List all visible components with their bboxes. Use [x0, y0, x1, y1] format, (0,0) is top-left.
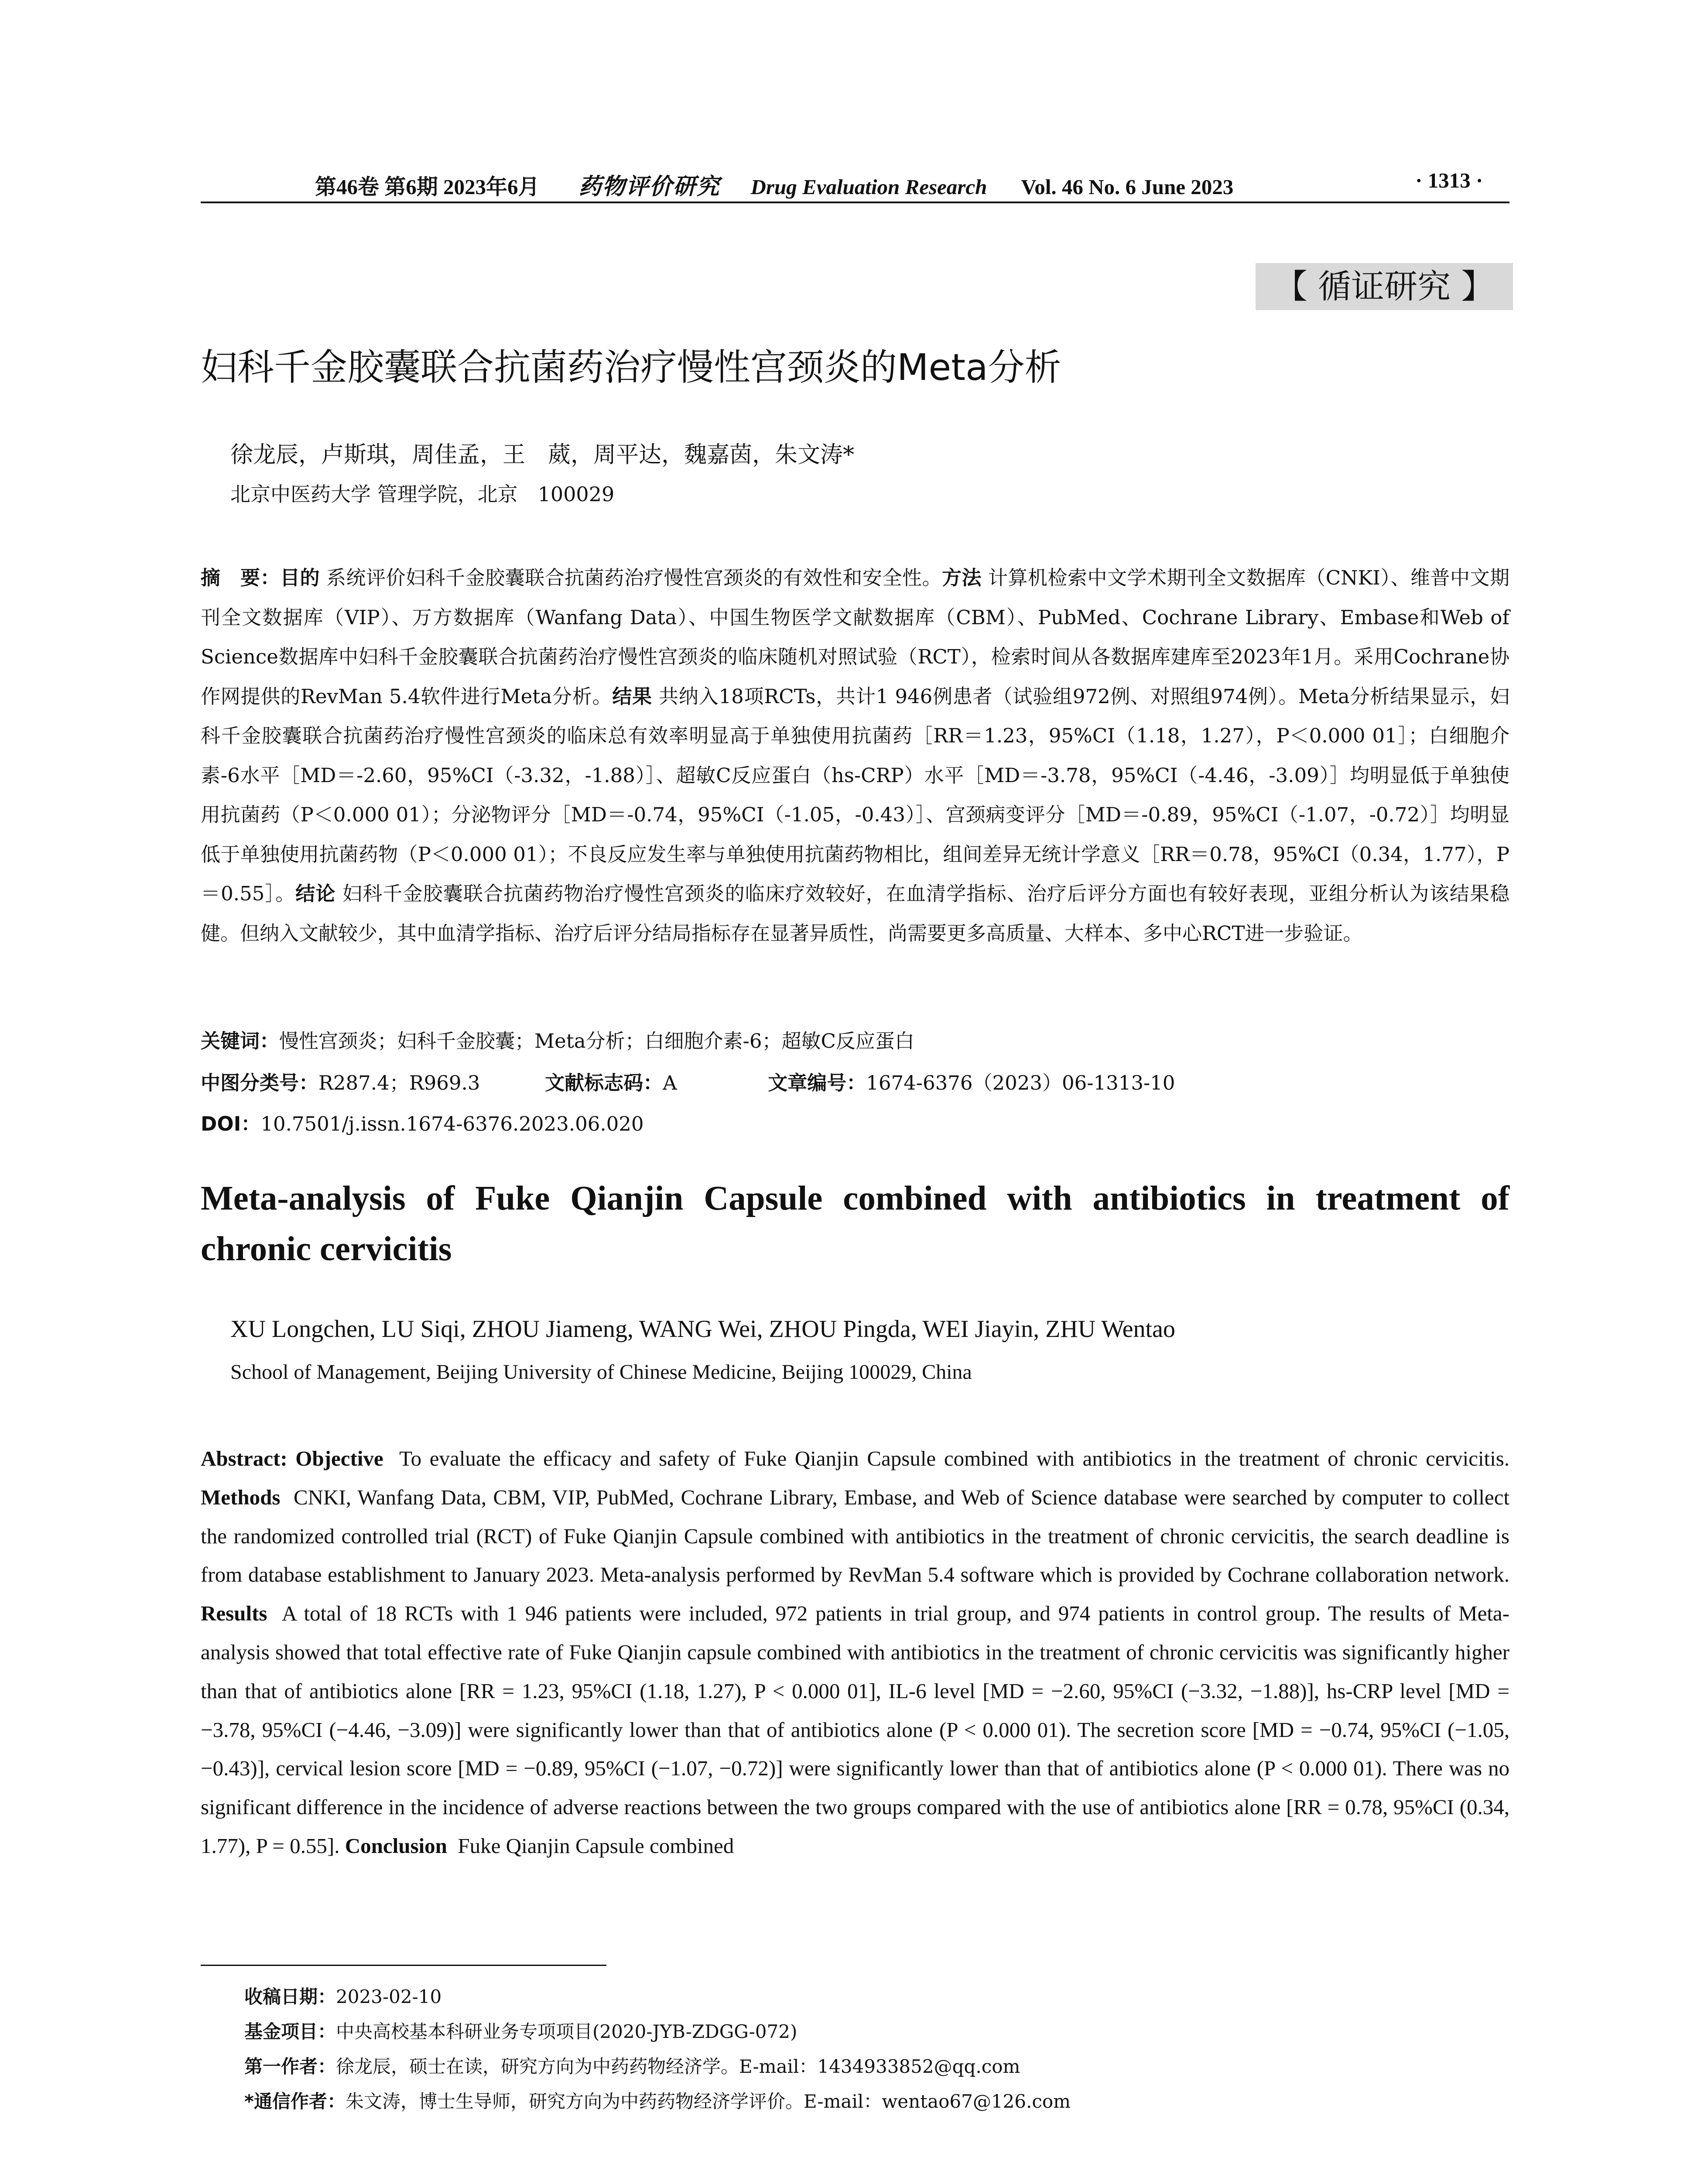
authors-cn: 徐龙辰，卢斯琪，周佳孟，王 葳，周平达，魏嘉茵，朱文涛* [230, 442, 855, 468]
objective-en: To evaluate the efficacy and safety of Fuke Qianjin Capsule combined with antibiotics in the treatment of chronic cervicitis. [399, 1446, 1509, 1470]
title-cn: 妇科千金胶囊联合抗菌药治疗慢性宫颈炎的Meta分析 [201, 346, 1061, 389]
authors-en: XU Longchen, LU Siqi, ZHOU Jiameng, WANG Wei, ZHOU Pingda, WEI Jiayin, ZHU Wentao [230, 1316, 1175, 1343]
footnote-received-text: 2023-02-10 [336, 1986, 442, 2007]
footnote-corresponding-author-text: 朱文涛，博士生导师，研究方向为中药药物经济学评价。E-mail：wentao67@126.com [345, 2091, 1071, 2112]
footnote-received [244, 1983, 442, 2009]
footnote-received-label: 收稿日期： [244, 1986, 336, 2007]
doc-code-value: A [663, 1071, 677, 1094]
conclusion-en-label: Conclusion [345, 1833, 447, 1858]
abstract-cn-label: 摘 要： [201, 566, 281, 589]
methods-cn-label: 方法 [941, 566, 982, 589]
classification-line [201, 1067, 1175, 1095]
methods-cn: 计算机检索中文学术期刊全文数据库（CNKI）、维普中文期刊全文数据库（VIP）、万方数据库（Wanfang Data）、中国生物医学文献数据库（CBM）、PubMed、Cochrane Library、Embase和Web of Science数据库中妇科千金胶囊联合抗菌药治疗慢性宫颈炎的临床随机对照试验（RCT），检索时间从各数据库建库至2023年1月。采用Cochrane协作网提供的RevMan 5.4软件进行Meta分析。 [201, 566, 1509, 708]
doc-code-label: 文献标志码： [545, 1071, 663, 1094]
journal-logo-cn: 药物评价研究 [578, 174, 720, 199]
footnote-first-author [244, 2052, 1020, 2078]
footnote-first-author-label: 第一作者： [244, 2056, 336, 2077]
abstract-en [201, 1439, 1509, 1866]
footnote-first-author-text: 徐龙辰，硕士在读，研究方向为中药药物经济学。E-mail：1434933852@qq.com [336, 2056, 1020, 2077]
results-cn: 共纳入18项RCTs，共计1 946例患者（试验组972例、对照组974例）。Meta分析结果显示，妇科千金胶囊联合抗菌药治疗慢性宫颈炎的临床总有效率明显高于单独使用抗菌药［RR＝1.23，95%CI（1.18，1.27），P＜0.000 01］；白细胞介素-6水平［MD＝-2.60，95%CI（-3.32，-1.88）］、超敏C反应蛋白（hs-CRP）水平［MD＝-3.78，95%CI（-4.46，-3.09）］均明显低于单独使用抗菌药（P＜0.000 01）；分泌物评分［MD＝-0.74，95%CI（-1.05，-0.43）］、宫颈病变评分［MD＝-0.89，95%CI（-1.07，-0.72）］均明显低于单独使用抗菌药物（P＜0.000 01）；不良反应发生率与单独使用抗菌药物相比，组间差异无统计学意义［RR＝0.78，95%CI（0.34，1.77），P＝0.55］。 [201, 684, 1509, 905]
issue-info-en: Vol. 46 No. 6 June 2023 [1021, 175, 1234, 199]
conclusion-cn: 妇科千金胶囊联合抗菌药物治疗慢性宫颈炎的临床疗效较好，在血清学指标、治疗后评分方面也有较好表现，亚组分析认为该结果稳健。但纳入文献较少，其中血清学指标、治疗后评分结局指标存在显著异质性，尚需要更多高质量、大样本、多中心RCT进一步验证。 [201, 882, 1509, 945]
keywords-cn [201, 1025, 914, 1053]
methods-en: CNKI, Wanfang Data, CBM, VIP, PubMed, Cochrane Library, Embase, and Web of Science database were searched by computer to collect the randomized controlled trial (RCT) of Fuke Qianjin Capsule combined with antibiotics in the treatment of chronic cervicitis, the search deadline is from database establishment to January 2023. Meta-analysis performed by RevMan 5.4 software which is provided by Cochrane collaboration network. [201, 1485, 1510, 1587]
keywords-cn-label: 关键词： [201, 1029, 280, 1053]
doi-label: DOI： [201, 1112, 261, 1135]
objective-cn-label: 目的 [280, 566, 320, 589]
conclusion-en: Fuke Qianjin Capsule combined [458, 1833, 734, 1858]
article-number-value: 1674-6376（2023）06-1313-10 [866, 1071, 1175, 1094]
footnote-rule [201, 1965, 606, 1966]
section-tag: 【 循证研究 】 [1256, 263, 1513, 310]
header-rule [201, 202, 1509, 203]
objective-en-label: Objective [295, 1446, 383, 1470]
footnote-funding [244, 2017, 797, 2044]
clc-label: 中图分类号： [201, 1071, 319, 1094]
abstract-en-label: Abstract: [201, 1446, 288, 1470]
results-en: A total of 18 RCTs with 1 946 patients were included, 972 patients in trial group, and 974 patients in control group. The results of Meta-analysis showed that total effective rate of Fuke Qianjin capsule combined with antibiotics in the treatment of chronic cervicitis was significantly higher than that of antibiotics alone [RR = 1.23, 95%CI (1.18, 1.27), P < 0.000 01], IL-6 level [MD = −2.60, 95%CI (−3.32, −1.88)], hs-CRP level [MD = −3.78, 95%CI (−4.46, −3.09)] were significantly lower than that of antibiotics alone (P < 0.000 01). The secretion score [MD = −0.74, 95%CI (−1.05, −0.43)], cervical lesion score [MD = −0.89, 95%CI (−1.07, −0.72)] were significantly lower than that of antibiotics alone (P < 0.000 01). There was no significant difference in the incidence of adverse reactions between the two groups compared with the use of antibiotics alone [RR = 0.78, 95%CI (0.34, 1.77), P = 0.55]. [201, 1601, 1509, 1858]
clc-value: R287.4；R969.3 [318, 1071, 480, 1094]
title-en: Meta-analysis of Fuke Qianjin Capsule combined with antibiotics in treatment of chronic cervicitis [201, 1179, 1509, 1268]
article-number-label: 文章编号： [768, 1071, 866, 1094]
footnote-funding-text: 中央高校基本科研业务专项项目(2020-JYB-ZDGG-072) [336, 2021, 798, 2042]
page-number: · 1313 · [1415, 168, 1483, 192]
doi-value[interactable]: 10.7501/j.issn.1674-6376.2023.06.020 [260, 1112, 644, 1135]
doi-line [201, 1108, 644, 1136]
footnote-corresponding-author-label: *通信作者： [244, 2091, 346, 2112]
affiliation-en: School of Management, Beijing University of Chinese Medicine, Beijing 100029, China [230, 1361, 972, 1384]
footnote-corresponding-author [244, 2087, 1071, 2113]
methods-en-label: Methods [201, 1485, 281, 1509]
results-cn-label: 结果 [612, 684, 652, 708]
issue-info-cn: 第46卷 第6期 2023年6月 [315, 175, 540, 199]
keywords-cn-text: 慢性宫颈炎；妇科千金胶囊；Meta分析；白细胞介素-6；超敏C反应蛋白 [279, 1029, 914, 1053]
abstract-cn [201, 558, 1509, 953]
footnote-funding-label: 基金项目： [244, 2021, 336, 2042]
affiliation-cn: 北京中医药大学 管理学院，北京 100029 [230, 482, 615, 506]
journal-name-en: Drug Evaluation Research [750, 175, 987, 199]
conclusion-cn-label: 结论 [295, 882, 336, 905]
results-en-label: Results [201, 1601, 267, 1626]
objective-cn: 系统评价妇科千金胶囊联合抗菌药治疗慢性宫颈炎的有效性和安全性。 [326, 566, 942, 589]
